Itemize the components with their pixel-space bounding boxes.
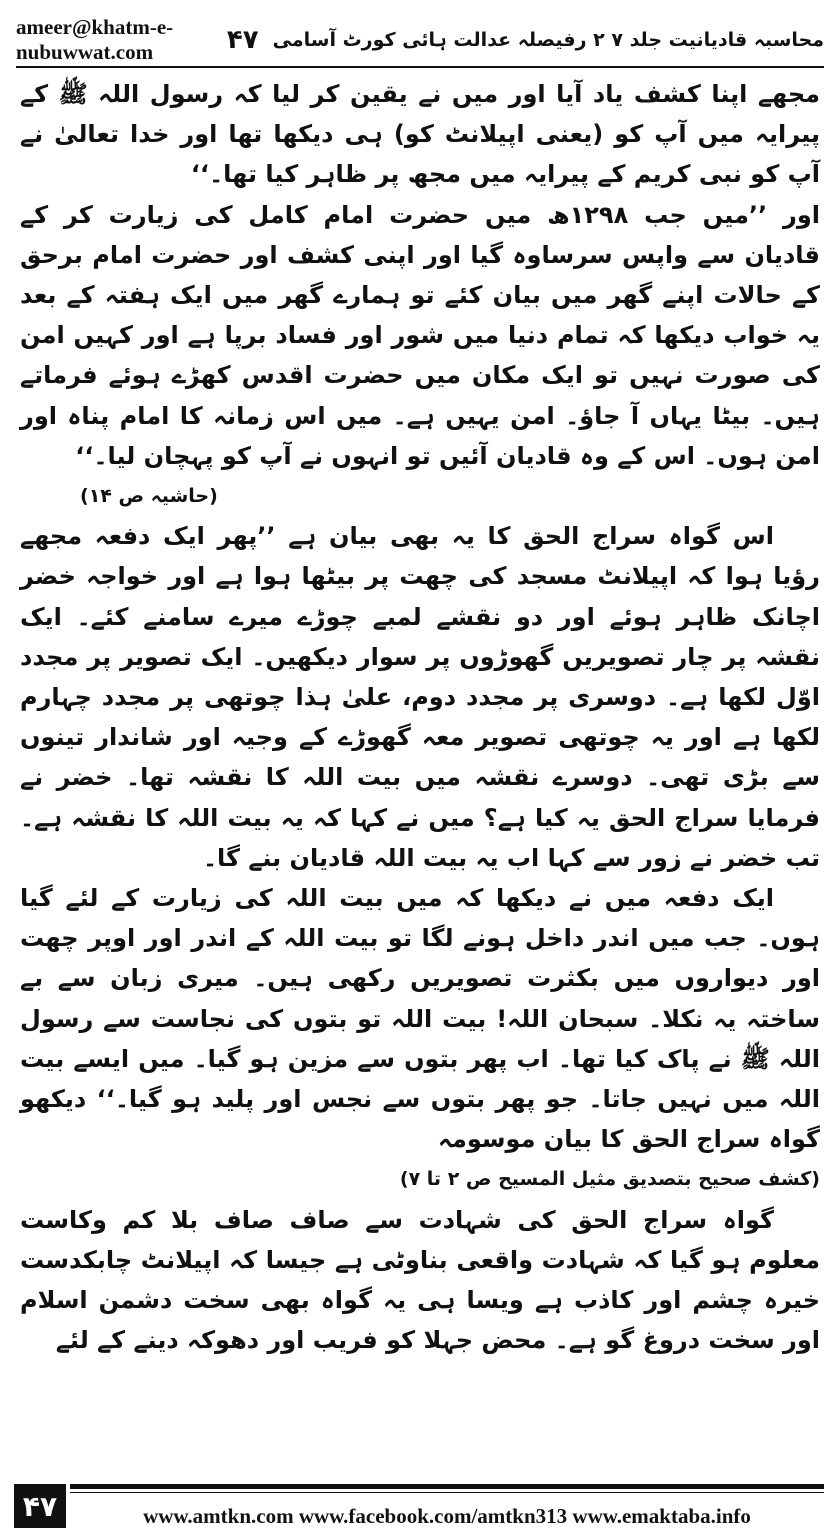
reference-2: (کشف صحیح بتصدیق مثیل المسیح ص ۲ تا ۷) xyxy=(399,1168,820,1191)
footer-divider-thick xyxy=(70,1484,824,1489)
paragraph-1: مجھے اپنا کشف یاد آیا اور میں نے یقین کر لیا کہ رسول اللہ ﷺ کے پیرایہ میں آپ کو (یعنی اپیلانٹ کو) ہی دیکھا تھا اور خدا تعالیٰ نے آپ کو نبی کریم کے پیرایہ میں مجھ پر ظاہر کیا تھا۔‘‘ xyxy=(20,80,820,189)
reference-1: (حاشیہ ص ۱۴) xyxy=(80,485,218,508)
paragraph-4: ایک دفعہ میں نے دیکھا کہ میں بیت اللہ کی زیارت کے لئے گیا ہوں۔ جب میں اندر داخل ہونے لگا تو بیت اللہ کے اندر اور اوپر چھت اور دیواروں میں بکثرت تصویریں رکھی ہیں۔ میری زبان سے بے ساختہ یہ نکلا۔ سبحان اللہ! بیت اللہ تو بتوں کی نجاست سے رسول اللہ ﷺ نے پاک کیا تھا۔ اب پھر بتوں سے مزین ہو گیا۔ میں ایسے بیت اللہ میں نہیں جاتا۔ جو پھر بتوں سے نجس اور پلید ہو گیا۔‘‘ دیکھو گواہ سراج الحق کا بیان موسومہ xyxy=(20,884,820,1154)
header-title: محاسبہ قادیانیت جلد ۷ ۲ رفیصلہ عدالت ہائی کورٹ آسامی xyxy=(272,29,824,51)
paragraph-2: اور ’’میں جب ۱۲۹۸ھ میں حضرت امام کامل کی زیارت کر کے قادیان سے واپس سرساوہ گیا اور اپنی کشف اور حضرت امام برحق کے حالات اپنے گھر میں بیان کئے تو ہمارے گھر میں ایک ہفتہ کے بعد یہ خواب دیکھا کہ تمام دنیا میں شور اور فساد برپا ہے اور کہیں امن کی صورت نہیں تو ایک مکان میں حضرت اقدس کھڑے ہوئے فرماتے ہیں۔ بیٹا یہاں آ جاؤ۔ امن یہیں ہے۔ میں اس زمانہ کا امام پناہ اور امن ہوں۔ اس کے وہ قادیان آئیں تو انہوں نے آپ کو پہچان لیا۔‘‘ xyxy=(20,200,821,470)
header-right xyxy=(227,25,824,55)
footer-divider-thin xyxy=(70,1492,824,1493)
footer-page-number: ۴۷ xyxy=(14,1484,66,1528)
paragraph-5: گواہ سراج الحق کی شہادت سے صاف صاف بلا کم وکاست معلوم ہو گیا کہ شہادت واقعی بناوٹی ہے جیسا کہ اپیلانٹ چابکدست خیرہ چشم اور کاذب ہے ویسا ہی یہ گواہ بھی سخت دشمن اسلام اور سخت دروغ گو ہے۔ محض جہلا کو فریب اور دھوکہ دینے کے لئے xyxy=(20,1205,820,1355)
reference-row-1 xyxy=(20,476,820,516)
footer-links: www.amtkn.com www.facebook.com/amtkn313 www.emaktaba.info xyxy=(143,1503,751,1528)
page-header xyxy=(16,15,824,64)
header-divider xyxy=(16,66,824,68)
header-email: ameer@khatm-e-nubuwwat.com xyxy=(16,15,174,64)
paragraph-3: اس گواہ سراج الحق کا یہ بھی بیان ہے ’’پھر ایک دفعہ مجھے رؤیا ہوا کہ اپیلانٹ مسجد کی چھت پر بیٹھا ہوا ہے اور خواجہ خضر اچانک ظاہر ہوئے اور دو نقشے لمبے چوڑے میرے سامنے کئے۔ ایک نقشہ پر چار تصویریں گھوڑوں پر سوار دیکھیں۔ ایک تصویر پر مجدد اوّل لکھا ہے۔ دوسری پر مجدد دوم، علیٰ ہذا چوتھی پر مجدد چہارم لکھا ہے اور یہ چوتھی تصویر معہ گھوڑے کے وجیہ اور شاندار تینوں سے بڑی تھی۔ دوسرے نقشہ میں بیت اللہ کا نقشہ تھا۔ خضر نے فرمایا سراج الحق یہ کیا ہے؟ میں نے کہا کہ یہ بیت اللہ کا نقشہ ہے۔ تب خضر نے زور سے کہا اب یہ بیت اللہ قادیان بنے گا۔ xyxy=(20,522,820,872)
header-page-number: ۴۷ xyxy=(226,25,259,55)
page-body xyxy=(20,74,820,1361)
